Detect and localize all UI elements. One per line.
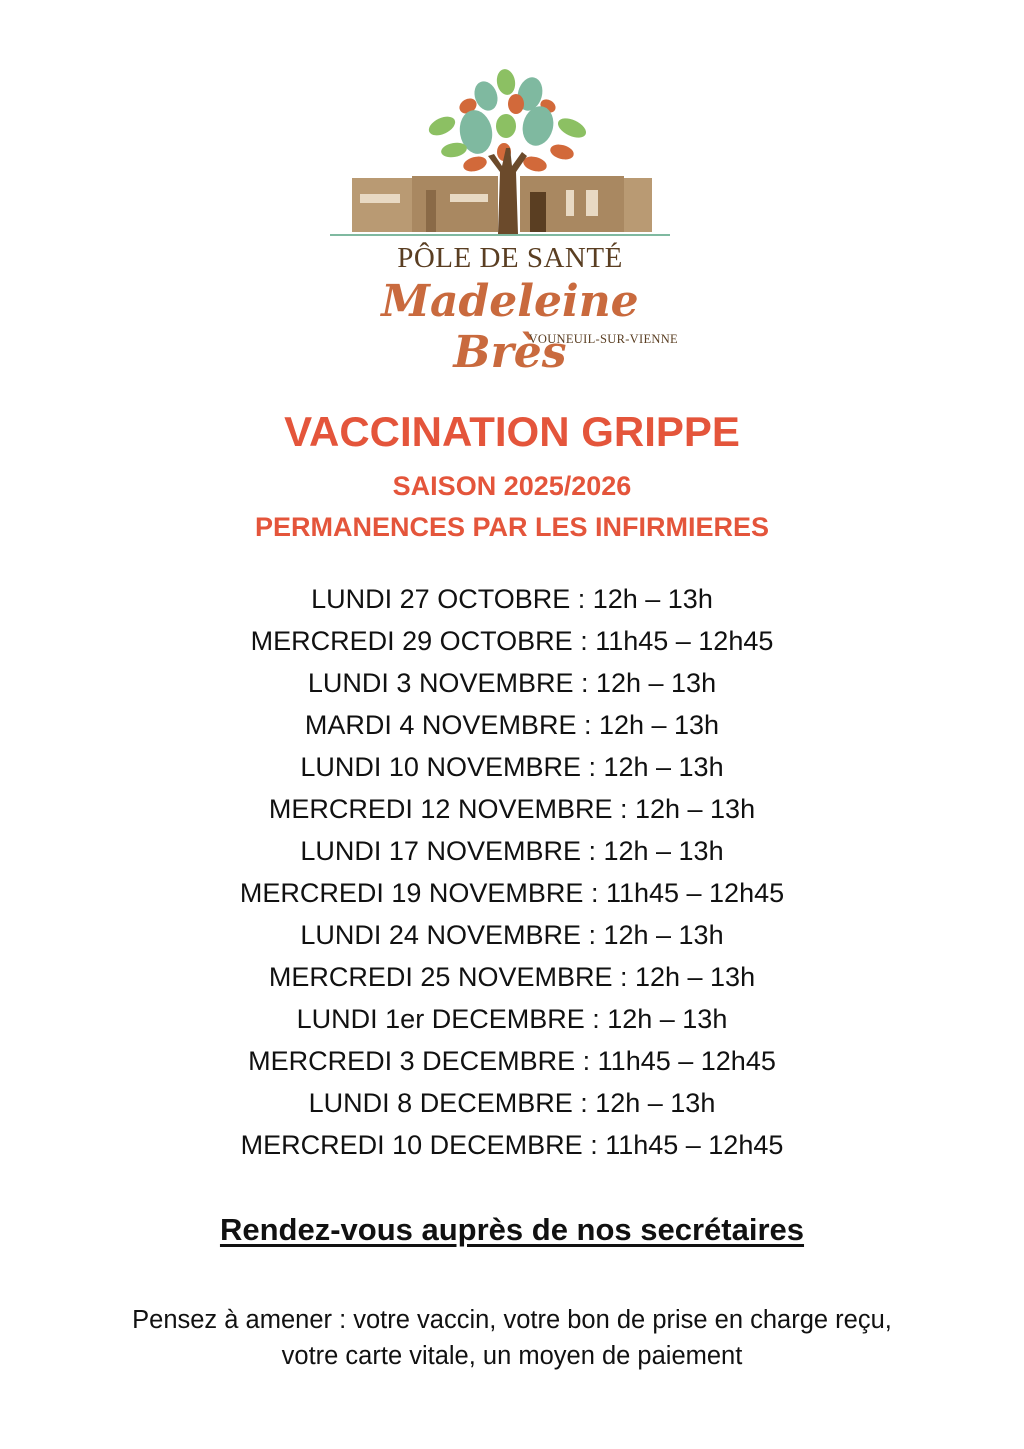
health-center-logo: [320, 66, 700, 378]
note-line-1: Pensez à amener : votre vaccin, votre bon de prise en charge reçu,: [132, 1306, 892, 1334]
permanences-subtitle: PERMANENCES PAR LES INFIRMIERES: [254, 512, 770, 542]
schedule-item: MERCREDI 3 DECEMBRE : 11h45 – 12h45: [248, 1046, 776, 1076]
schedule-list: [0, 578, 1024, 1166]
schedule-item: LUNDI 1er DECEMBRE : 12h – 13h: [296, 1004, 728, 1034]
schedule-item: LUNDI 10 NOVEMBRE : 12h – 13h: [300, 752, 724, 782]
page-title: VACCINATION GRIPPE: [284, 408, 740, 455]
note-line-2: votre carte vitale, un moyen de paiement: [281, 1342, 743, 1370]
schedule-item: MERCREDI 25 NOVEMBRE : 12h – 13h: [268, 962, 756, 992]
schedule-item: LUNDI 24 NOVEMBRE : 12h – 13h: [300, 920, 724, 950]
schedule-item: LUNDI 3 NOVEMBRE : 12h – 13h: [307, 668, 717, 698]
logo-madeleine-bres: Madeleine Brès: [381, 276, 639, 378]
schedule-item: MERCREDI 29 OCTOBRE : 11h45 – 12h45: [250, 626, 774, 656]
logo-pole-de-sante: PÔLE DE SANTÉ: [397, 242, 623, 274]
schedule-item: MARDI 4 NOVEMBRE : 12h – 13h: [304, 710, 720, 740]
schedule-item: LUNDI 27 OCTOBRE : 12h – 13h: [311, 584, 713, 614]
tree-building-logo-icon: [330, 66, 690, 238]
season-subtitle: SAISON 2025/2026: [392, 471, 632, 501]
schedule-item: MERCREDI 19 NOVEMBRE : 11h45 – 12h45: [239, 878, 785, 908]
schedule-item: LUNDI 8 DECEMBRE : 12h – 13h: [308, 1088, 716, 1118]
schedule-item: LUNDI 17 NOVEMBRE : 12h – 13h: [300, 836, 724, 866]
appointment-notice: Rendez-vous auprès de nos secrétaires: [219, 1212, 805, 1247]
schedule-item: MERCREDI 10 DECEMBRE : 11h45 – 12h45: [240, 1130, 784, 1160]
logo-location: VOUNEUIL-SUR-VIENNE: [528, 332, 678, 346]
schedule-item: MERCREDI 12 NOVEMBRE : 12h – 13h: [268, 794, 756, 824]
bring-items-note: [60, 1302, 964, 1374]
